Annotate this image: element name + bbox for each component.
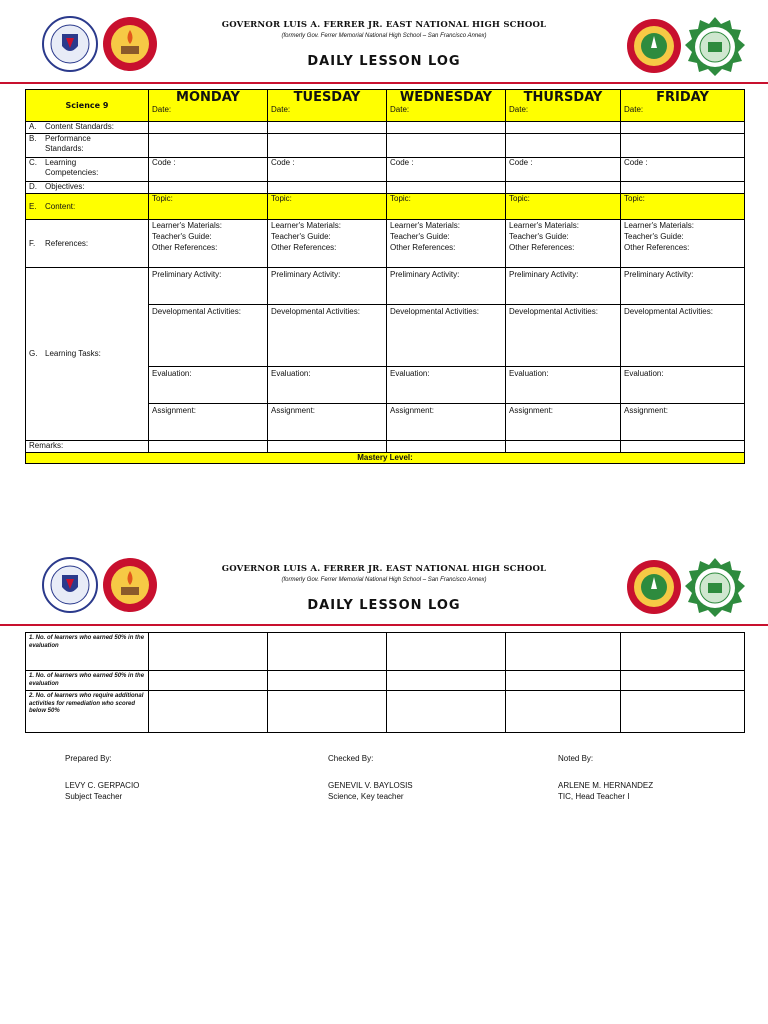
developmental-activities-cell: Developmental Activities: xyxy=(506,305,621,367)
references-cell xyxy=(387,220,506,268)
cell xyxy=(621,633,745,671)
developmental-activities-cell: Developmental Activities: xyxy=(149,305,268,367)
references-cell xyxy=(149,220,268,268)
row-label-text: Learning xyxy=(45,158,77,167)
row-label xyxy=(26,268,149,441)
day-header-tuesday xyxy=(268,90,387,122)
row-label xyxy=(26,182,149,194)
cell xyxy=(387,182,506,194)
evaluation-cell: Evaluation: xyxy=(149,367,268,404)
evaluation-cell: Evaluation: xyxy=(387,367,506,404)
row-label: 1. No. of learners who earned 50% in the evaluation xyxy=(26,633,149,671)
cell xyxy=(387,134,506,158)
topic-cell: Topic: xyxy=(621,194,745,220)
checked-by-position: Science, Key teacher xyxy=(328,792,404,801)
green-seal-logo xyxy=(684,16,746,78)
page-header-top xyxy=(0,0,768,80)
row-letter: D. xyxy=(29,182,37,191)
date-label: Date: xyxy=(624,105,644,114)
learners-materials-label: Learner's Materials: xyxy=(624,221,694,230)
developmental-activities-cell: Developmental Activities: xyxy=(268,305,387,367)
row-references xyxy=(26,220,745,268)
cell xyxy=(268,122,387,134)
row-label xyxy=(26,122,149,134)
row-label-text: Standards: xyxy=(45,144,84,153)
green-seal-logo xyxy=(684,557,746,619)
row-letter: E. xyxy=(29,201,37,211)
date-label: Date: xyxy=(152,105,172,114)
day-label: WEDNESDAY xyxy=(399,90,493,105)
cell xyxy=(149,633,268,671)
preliminary-activity-cell: Preliminary Activity: xyxy=(621,268,745,305)
preliminary-activity-cell: Preliminary Activity: xyxy=(506,268,621,305)
row-label xyxy=(26,134,149,158)
checked-by-block xyxy=(328,753,413,802)
teachers-guide-label: Teacher's Guide: xyxy=(390,232,450,241)
row-letter: B. xyxy=(29,134,37,143)
cell xyxy=(506,671,621,691)
remarks-label: Remarks: xyxy=(26,441,149,453)
cell xyxy=(387,441,506,453)
other-references-label: Other References: xyxy=(509,243,575,252)
table-row xyxy=(26,691,745,733)
cell xyxy=(149,441,268,453)
code-cell: Code : xyxy=(506,158,621,182)
noted-by-block xyxy=(558,753,653,802)
row-label xyxy=(26,158,149,182)
noted-by-name: ARLENE M. HERNANDEZ xyxy=(558,781,654,790)
other-references-label: Other References: xyxy=(624,243,690,252)
row-label: 1. No. of learners who earned 50% in the evaluation xyxy=(26,671,149,691)
cell xyxy=(387,671,506,691)
teachers-guide-label: Teacher's Guide: xyxy=(271,232,331,241)
daily-lesson-log-table xyxy=(25,89,745,464)
checked-by-name: GENEVIL V. BAYLOSIS xyxy=(328,781,413,790)
cell xyxy=(621,122,745,134)
code-cell: Code : xyxy=(621,158,745,182)
noted-by-label: Noted By: xyxy=(558,754,594,763)
topic-cell: Topic: xyxy=(149,194,268,220)
row-label-text: Learning Tasks: xyxy=(45,349,101,358)
other-references-label: Other References: xyxy=(271,243,337,252)
cell xyxy=(506,633,621,671)
preliminary-activity-cell: Preliminary Activity: xyxy=(387,268,506,305)
day-header-monday xyxy=(149,90,268,122)
cell xyxy=(621,671,745,691)
row-content xyxy=(26,194,745,220)
references-cell xyxy=(506,220,621,268)
cell xyxy=(149,182,268,194)
cell xyxy=(149,134,268,158)
school-seal-logo xyxy=(626,559,682,615)
day-header-wednesday xyxy=(387,90,506,122)
header-divider xyxy=(0,624,768,626)
row-letter: G. xyxy=(29,349,38,358)
row-label-text: Content Standards: xyxy=(45,122,114,131)
cell xyxy=(149,671,268,691)
references-cell xyxy=(621,220,745,268)
preliminary-activity-cell: Preliminary Activity: xyxy=(149,268,268,305)
row-learning-competencies xyxy=(26,158,745,182)
assignment-cell: Assignment: xyxy=(149,404,268,441)
learners-materials-label: Learner's Materials: xyxy=(390,221,460,230)
learners-materials-label: Learner's Materials: xyxy=(152,221,222,230)
page-header-bottom xyxy=(0,544,768,624)
cell xyxy=(268,691,387,733)
teachers-guide-label: Teacher's Guide: xyxy=(624,232,684,241)
page-title: DAILY LESSON LOG xyxy=(307,54,461,69)
row-remarks xyxy=(26,441,745,453)
day-label: FRIDAY xyxy=(656,90,709,105)
cell xyxy=(268,671,387,691)
date-label: Date: xyxy=(390,105,410,114)
row-label xyxy=(26,194,149,220)
mastery-level-label: Mastery Level: xyxy=(26,453,745,464)
school-name: GOVERNOR LUIS A. FERRER JR. EAST NATIONAL HIGH SCHOOL xyxy=(221,564,547,574)
cell xyxy=(506,122,621,134)
evaluation-cell: Evaluation: xyxy=(268,367,387,404)
cell xyxy=(268,633,387,671)
row-letter: C. xyxy=(29,158,37,167)
code-cell: Code : xyxy=(149,158,268,182)
row-label-text: Competencies: xyxy=(45,168,99,177)
subject-cell: Science 9 xyxy=(26,90,149,122)
cell xyxy=(268,134,387,158)
row-label-text: Objectives: xyxy=(45,182,85,191)
date-label: Date: xyxy=(509,105,529,114)
teachers-guide-label: Teacher's Guide: xyxy=(152,232,212,241)
topic-cell: Topic: xyxy=(506,194,621,220)
cell xyxy=(387,691,506,733)
cell xyxy=(506,182,621,194)
developmental-activities-cell: Developmental Activities: xyxy=(387,305,506,367)
prepared-by-position: Subject Teacher xyxy=(65,792,123,801)
cell xyxy=(149,122,268,134)
date-label: Date: xyxy=(271,105,291,114)
evaluation-cell: Evaluation: xyxy=(621,367,745,404)
teachers-guide-label: Teacher's Guide: xyxy=(509,232,569,241)
school-former-name: (formerly Gov. Ferrer Memorial National High School – San Francisco Annex) xyxy=(281,33,487,39)
row-label-text: References: xyxy=(45,238,89,248)
row-preliminary-activity xyxy=(26,268,745,305)
row-label: 2. No. of learners who require additional activities for remediation who scored below 50% xyxy=(26,691,149,733)
cell xyxy=(506,134,621,158)
assignment-cell: Assignment: xyxy=(387,404,506,441)
day-label: MONDAY xyxy=(176,90,240,105)
cell xyxy=(506,691,621,733)
cell xyxy=(621,691,745,733)
school-former-name: (formerly Gov. Ferrer Memorial National High School – San Francisco Annex) xyxy=(281,577,487,583)
school-seal-logo xyxy=(626,18,682,74)
topic-cell: Topic: xyxy=(387,194,506,220)
evaluation-cell: Evaluation: xyxy=(506,367,621,404)
other-references-label: Other References: xyxy=(390,243,456,252)
references-cell xyxy=(268,220,387,268)
code-cell: Code : xyxy=(268,158,387,182)
header-divider xyxy=(0,82,768,84)
checked-by-label: Checked By: xyxy=(328,754,374,763)
cell xyxy=(268,441,387,453)
cell xyxy=(387,633,506,671)
cell xyxy=(149,691,268,733)
day-label: TUESDAY xyxy=(293,90,361,105)
prepared-by-block xyxy=(65,753,139,802)
day-header-thursday xyxy=(506,90,621,122)
page-title: DAILY LESSON LOG xyxy=(307,598,461,613)
row-objectives xyxy=(26,182,745,194)
row-label-text: Content: xyxy=(45,201,76,211)
cell xyxy=(621,441,745,453)
row-performance-standards xyxy=(26,134,745,158)
learners-materials-label: Learner's Materials: xyxy=(271,221,341,230)
prepared-by-name: LEVY C. GERPACIO xyxy=(65,781,140,790)
code-cell: Code : xyxy=(387,158,506,182)
cell xyxy=(268,182,387,194)
row-letter: A. xyxy=(29,122,37,131)
school-name: GOVERNOR LUIS A. FERRER JR. EAST NATIONAL HIGH SCHOOL xyxy=(221,20,547,30)
row-label-text: Performance xyxy=(45,134,91,143)
noted-by-position: TIC, Head Teacher I xyxy=(558,792,630,801)
prepared-by-label: Prepared By: xyxy=(65,754,112,763)
cell xyxy=(621,182,745,194)
learners-materials-label: Learner's Materials: xyxy=(509,221,579,230)
table-row xyxy=(26,671,745,691)
row-mastery-level xyxy=(26,453,745,464)
table-row xyxy=(26,633,745,671)
day-header-friday xyxy=(621,90,745,122)
row-content-standards xyxy=(26,122,745,134)
cell xyxy=(621,134,745,158)
row-letter: F. xyxy=(29,238,36,248)
assignment-cell: Assignment: xyxy=(506,404,621,441)
learners-evaluation-table xyxy=(25,632,745,733)
developmental-activities-cell: Developmental Activities: xyxy=(621,305,745,367)
other-references-label: Other References: xyxy=(152,243,218,252)
topic-cell: Topic: xyxy=(268,194,387,220)
table-header-row xyxy=(26,90,745,122)
cell xyxy=(387,122,506,134)
preliminary-activity-cell: Preliminary Activity: xyxy=(268,268,387,305)
row-label xyxy=(26,220,149,268)
assignment-cell: Assignment: xyxy=(268,404,387,441)
cell xyxy=(506,441,621,453)
day-label: THURSDAY xyxy=(523,90,603,105)
assignment-cell: Assignment: xyxy=(621,404,745,441)
